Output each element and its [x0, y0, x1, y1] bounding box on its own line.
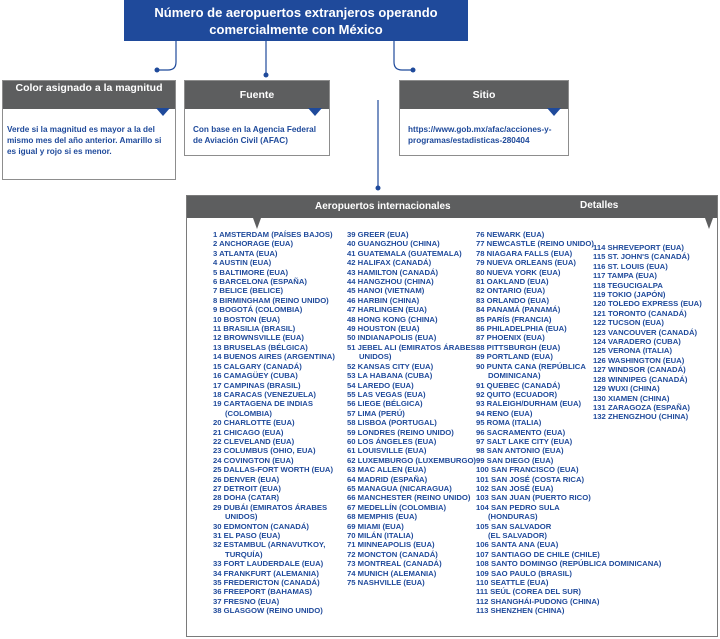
list-item: 65 MANAGUA (NICARAGUA): [347, 483, 452, 493]
list-item: 17 CAMPINAS (BRASIL): [213, 380, 301, 390]
list-item: 16 CAMAGÜEY (CUBA): [213, 371, 298, 381]
header-details: Detalles: [580, 200, 619, 211]
fuente-card-title: Fuente: [185, 81, 329, 109]
airport-column-1: [213, 230, 335, 616]
header-wedge-left: [253, 218, 261, 229]
list-item: 36 FREEPORT (BAHAMAS): [213, 587, 313, 597]
list-item: 9 BOGOTÁ (COLOMBIA): [213, 305, 303, 315]
list-item: 104 SAN PEDRO SULA: [476, 502, 560, 512]
list-item: 33 FORT LAUDERDALE (EUA): [213, 559, 324, 569]
list-item: 42 HALIFAX (CANADÁ): [347, 258, 432, 268]
list-item: 87 PHOENIX (EUA): [476, 333, 545, 343]
list-item: 40 GUANGZHOU (CHINA): [347, 239, 440, 249]
list-item: 59 LONDRES (REINO UNIDO): [347, 427, 454, 437]
list-item: 48 HONG KONG (CHINA): [347, 314, 438, 324]
list-item: 79 NUEVA ORLEANS (EUA): [476, 258, 576, 268]
list-item: 78 NIAGARA FALLS (EUA): [476, 248, 573, 258]
list-item: 69 MIAMI (EUA): [347, 521, 404, 531]
list-item: 24 COVINGTON (EUA): [213, 455, 294, 465]
list-item: 4 AUSTIN (EUA): [213, 258, 272, 268]
list-item: 66 MANCHESTER (REINO UNIDO): [347, 493, 471, 503]
list-item: 70 MILÁN (ITALIA): [347, 531, 414, 540]
list-item: 90 PUNTA CANA (REPÚBLICA: [476, 361, 586, 371]
list-item: 35 FREDERICTON (CANADÁ): [213, 578, 320, 588]
list-item: 92 QUITO (ECUADOR): [476, 389, 558, 399]
list-item: 77 NEWCASTLE (REINO UNIDO): [476, 239, 594, 249]
list-item: 64 MADRID (ESPAÑA): [347, 474, 428, 484]
list-item: (EL SALVADOR): [488, 531, 547, 540]
header-wedge-right: [705, 218, 713, 229]
list-item: 19 CARTAGENA DE INDIAS: [213, 399, 313, 409]
list-item: 26 DENVER (EUA): [213, 474, 280, 484]
list-item: 44 HANGZHOU (CHINA): [347, 277, 434, 287]
list-item: 18 CARACAS (VENEZUELA): [213, 389, 316, 399]
list-item: 72 MONCTON (CANADÁ): [347, 549, 438, 559]
list-item: 3 ATLANTA (EUA): [213, 248, 278, 258]
list-item: 81 OAKLAND (EUA): [476, 277, 549, 287]
list-item: 22 CLEVELAND (EUA): [213, 436, 295, 446]
list-item: 76 NEWARK (EUA): [476, 230, 545, 239]
color-card-marker: [156, 108, 170, 116]
list-item: 39 GREER (EUA): [347, 230, 409, 239]
list-item: 80 NUEVA YORK (EUA): [476, 267, 561, 277]
list-item: 124 VARADERO (CUBA): [593, 337, 681, 347]
list-item: 73 MONTREAL (CANADÁ): [347, 559, 442, 569]
airport-list-header: [187, 196, 717, 218]
sitio-card-title: Sitio: [400, 81, 568, 109]
list-item: 57 LIMA (PERÚ): [347, 408, 405, 418]
list-item: 107 SANTIAGO DE CHILE (CHILE): [476, 549, 600, 559]
airport-list-panel: [186, 195, 718, 637]
list-item: 97 SALT LAKE CITY (EUA): [476, 436, 573, 446]
list-item: 41 GUATEMALA (GUATEMALA): [347, 248, 462, 258]
sitio-card-text: https://www.gob.mx/afac/acciones-y-programas/estadisticas-280404: [408, 125, 552, 145]
sitio-card: [399, 80, 569, 156]
list-item: 103 SAN JUAN (PUERTO RICO): [476, 493, 591, 503]
list-item: 123 VANCOUVER (CANADÁ): [593, 327, 698, 337]
list-item: 91 QUEBEC (CANADÁ): [476, 380, 561, 390]
list-item: 113 SHENZHEN (CHINA): [476, 606, 565, 616]
color-card-text: Verde si la magnitud es mayor a la del mismo mes del año anterior. Amarillo si es igual y rojo si es menor.: [7, 125, 162, 156]
list-item: 93 RALEIGH/DURHAM (EUA): [476, 399, 582, 409]
list-item: 106 SANTA ANA (EUA): [476, 540, 559, 550]
color-card: [2, 80, 176, 180]
airport-column-4: [593, 243, 702, 422]
list-item: 63 MAC ALLEN (EUA): [347, 465, 427, 475]
list-item: 108 SANTO DOMINGO (REPÚBLICA DOMINICANA): [476, 559, 662, 569]
list-item: 55 LAS VEGAS (EUA): [347, 389, 426, 399]
list-item: UNIDOS): [225, 512, 258, 522]
list-item: 7 BELICE (BELICE): [213, 286, 284, 296]
list-item: (COLOMBIA): [225, 408, 272, 418]
list-item: 105 SAN SALVADOR: [476, 521, 552, 531]
list-item: 20 CHARLOTTE (EUA): [213, 418, 295, 428]
list-item: 117 TAMPA (EUA): [593, 271, 657, 281]
list-item: 131 ZARAGOZA (ESPAÑA): [593, 402, 690, 412]
list-item: 71 MINNEAPOLIS (EUA): [347, 540, 435, 550]
list-item: 110 SEATTLE (EUA): [476, 578, 549, 588]
list-item: (HONDURAS): [488, 512, 538, 522]
list-item: 84 PANAMÁ (PANAMÁ): [476, 305, 561, 315]
list-item: DOMINICANA): [488, 371, 541, 381]
list-item: 50 INDIANAPOLIS (EUA): [347, 333, 437, 343]
list-item: 31 EL PASO (EUA): [213, 531, 281, 540]
list-item: 85 PARÍS (FRANCIA): [476, 314, 552, 324]
list-item: 8 BIRMINGHAM (REINO UNIDO): [213, 295, 329, 305]
list-item: 6 BARCELONA (ESPAÑA): [213, 277, 307, 287]
list-item: 46 HARBIN (CHINA): [347, 295, 420, 305]
list-item: 88 PITTSBURGH (EUA): [476, 342, 561, 352]
fuente-card-marker: [308, 108, 322, 116]
list-item: 122 TUCSON (EUA): [593, 318, 664, 328]
list-item: 52 KANSAS CITY (EUA): [347, 361, 434, 371]
list-item: 49 HOUSTON (EUA): [347, 324, 420, 334]
list-item: 115 ST. JOHN'S (CANADÁ): [593, 252, 690, 262]
list-item: 118 TEGUCIGALPA: [593, 280, 663, 290]
list-item: TURQUÍA): [225, 549, 263, 559]
list-item: 101 SAN JOSÉ (COSTA RICA): [476, 474, 585, 484]
list-item: 61 LOUISVILLE (EUA): [347, 446, 427, 456]
list-item: 126 WASHINGTON (EUA): [593, 355, 685, 365]
list-item: 51 JEBEL ALI (EMIRATOS ÁRABES: [347, 342, 476, 352]
list-item: 5 BALTIMORE (EUA): [213, 267, 289, 277]
list-item: 112 SHANGHÁI-PUDONG (CHINA): [476, 596, 600, 606]
color-card-title: Color asignado a la magnitud: [3, 81, 175, 109]
list-item: 54 LAREDO (EUA): [347, 380, 414, 390]
list-item: 45 HANOI (VIETNAM): [347, 286, 425, 296]
list-item: 120 TOLEDO EXPRESS (EUA): [593, 299, 702, 309]
list-item: 95 ROMA (ITALIA): [476, 418, 542, 428]
list-item: 75 NASHVILLE (EUA): [347, 578, 425, 588]
list-item: 25 DALLAS-FORT WORTH (EUA): [213, 465, 334, 475]
list-item: 12 BROWNSVILLE (EUA): [213, 333, 304, 343]
list-item: 128 WINNIPEG (CANADÁ): [593, 374, 688, 384]
list-item: 14 BUENOS AIRES (ARGENTINA): [213, 352, 335, 362]
list-item: 29 DUBÁI (EMIRATOS ÁRABES: [213, 502, 328, 512]
list-item: 27 DETROIT (EUA): [213, 483, 281, 493]
list-item: 34 FRANKFURT (ALEMANIA): [213, 568, 319, 578]
list-item: 28 DOHA (CATAR): [213, 493, 280, 503]
list-item: 23 COLUMBUS (OHIO, EUA): [213, 446, 316, 456]
list-item: 82 ONTARIO (EUA): [476, 286, 546, 296]
list-item: 86 PHILADELPHIA (EUA): [476, 324, 567, 334]
list-item: 2 ANCHORAGE (EUA): [213, 239, 294, 249]
header-international: Aeropuertos internacionales: [315, 201, 451, 212]
list-item: 96 SACRAMENTO (EUA): [476, 427, 566, 437]
title-box: [124, 0, 468, 41]
list-item: 100 SAN FRANCISCO (EUA): [476, 465, 579, 475]
list-item: 119 TOKIO (JAPÓN): [593, 290, 666, 300]
list-item: 11 BRASILIA (BRASIL): [213, 324, 296, 334]
list-item: 13 BRUSELAS (BÉLGICA): [213, 342, 308, 352]
list-item: 102 SAN JOSÉ (EUA): [476, 483, 554, 493]
list-item: 98 SAN ANTONIO (EUA): [476, 446, 564, 456]
sitio-card-marker: [547, 108, 561, 116]
list-item: 62 LUXEMBURGO (LUXEMBURGO): [347, 455, 476, 465]
list-item: 60 LOS ÁNGELES (EUA): [347, 436, 437, 446]
airport-column-2: [347, 230, 476, 587]
list-item: 58 LISBOA (PORTUGAL): [347, 418, 437, 428]
list-item: 94 RENO (EUA): [476, 408, 533, 418]
list-item: UNIDOS): [359, 352, 392, 362]
list-item: 132 ZHENGZHOU (CHINA): [593, 412, 689, 422]
list-item: 111 SEÚL (COREA DEL SUR): [476, 587, 581, 597]
list-item: 38 GLASGOW (REINO UNIDO): [213, 606, 323, 616]
list-item: 47 HARLINGEN (EUA): [347, 305, 427, 315]
list-item: 10 BOSTON (EUA): [213, 314, 280, 324]
list-item: 130 XIAMEN (CHINA): [593, 393, 670, 403]
list-item: 15 CALGARY (CANADÁ): [213, 361, 302, 371]
list-item: 67 MEDELLÍN (COLOMBIA): [347, 502, 447, 512]
list-item: 129 WUXI (CHINA): [593, 384, 660, 394]
list-item: 56 LIEGE (BÉLGICA): [347, 399, 423, 409]
list-item: 74 MUNICH (ALEMANIA): [347, 568, 437, 578]
list-item: 83 ORLANDO (EUA): [476, 295, 550, 305]
list-item: 109 SAO PAULO (BRASIL): [476, 568, 572, 578]
list-item: 32 ESTAMBUL (ARNAVUTKOY,: [213, 540, 326, 550]
list-item: 89 PORTLAND (EUA): [476, 352, 553, 362]
list-item: 121 TORONTO (CANADÁ): [593, 308, 687, 318]
fuente-card-text: Con base en la Agencia Federal de Aviación Civil (AFAC): [193, 125, 317, 145]
list-item: 125 VERONA (ITALIA): [593, 346, 673, 356]
list-item: 30 EDMONTON (CANADÁ): [213, 521, 309, 531]
list-item: 21 CHICAGO (EUA): [213, 427, 284, 437]
list-item: 53 LA HABANA (CUBA): [347, 371, 433, 381]
list-item: 127 WINDSOR (CANADÁ): [593, 365, 686, 375]
list-item: 114 SHREVEPORT (EUA): [593, 243, 684, 252]
list-item: 43 HAMILTON (CANADÁ): [347, 267, 439, 277]
fuente-card: [184, 80, 330, 156]
list-item: 99 SAN DIEGO (EUA): [476, 455, 554, 465]
list-item: 116 ST. LOUIS (EUA): [593, 261, 668, 271]
page-title: Número de aeropuertos extranjeros operando comercialmente con México: [154, 5, 438, 37]
list-item: 1 AMSTERDAM (PAÍSES BAJOS): [213, 230, 333, 239]
list-item: 37 FRESNO (EUA): [213, 596, 280, 606]
list-item: 68 MEMPHIS (EUA): [347, 512, 418, 522]
